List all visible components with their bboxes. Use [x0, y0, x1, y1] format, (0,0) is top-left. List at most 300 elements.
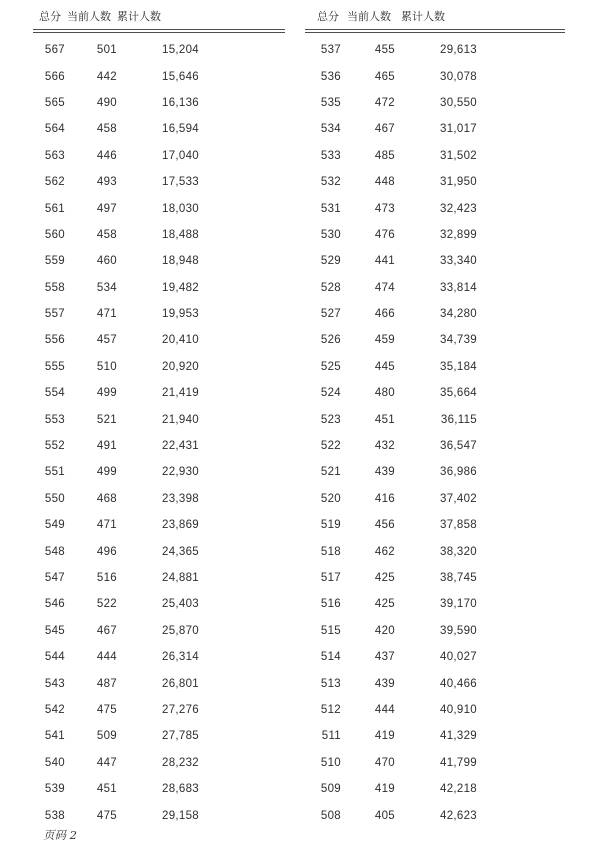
cell-current-count: 448: [374, 176, 395, 189]
cell-cumulative-count: 31,017: [440, 123, 477, 136]
filler-cell: [199, 143, 285, 169]
cell-total-score: 535: [320, 96, 341, 109]
cell-total-score: 546: [44, 598, 65, 611]
cell-cumulative-count: 16,594: [162, 123, 199, 136]
cell-total-score: 559: [44, 255, 65, 268]
cell-current-count: 445: [374, 360, 395, 373]
filler-cell: [477, 618, 565, 644]
filler-cell: [199, 486, 285, 512]
cell-current-count: 501: [96, 44, 117, 57]
filler-cell: [199, 90, 285, 116]
table-body-right: [305, 31, 565, 829]
cell-current-count: 468: [96, 492, 117, 505]
filler-cell: [199, 776, 285, 802]
cell-total-score: 510: [320, 756, 341, 769]
cell-total-score: 538: [44, 809, 65, 822]
table-row: [305, 327, 565, 353]
cell-cumulative-count: 18,948: [162, 255, 199, 268]
cell-total-score: 508: [320, 809, 341, 822]
filler-cell: [477, 116, 565, 142]
table-row: [305, 275, 565, 301]
filler-cell: [477, 222, 565, 248]
table-row: [305, 750, 565, 776]
filler-cell: [477, 90, 565, 116]
table-row: [33, 433, 285, 459]
cell-current-count: 456: [374, 519, 395, 532]
table-row: [33, 222, 285, 248]
cell-current-count: 459: [374, 334, 395, 347]
cell-cumulative-count: 34,739: [440, 334, 477, 347]
cell-cumulative-count: 38,745: [440, 572, 477, 584]
cell-cumulative-count: 32,899: [440, 228, 477, 241]
table-row: [305, 195, 565, 221]
cell-total-score: 566: [44, 70, 65, 83]
cell-current-count: 425: [374, 572, 395, 584]
cell-total-score: 545: [44, 624, 65, 637]
filler-cell: [477, 327, 565, 353]
cell-current-count: 521: [96, 413, 117, 426]
table-row: [305, 486, 565, 512]
filler-cell: [477, 63, 565, 89]
cell-current-count: 405: [374, 809, 395, 822]
table-row: [305, 723, 565, 749]
cell-total-score: 565: [44, 96, 65, 109]
cell-current-count: 420: [374, 624, 395, 637]
filler-cell: [477, 723, 565, 749]
cell-total-score: 553: [44, 413, 65, 426]
table-row: [33, 248, 285, 274]
header-cumulative-count: 累计人数: [117, 8, 199, 31]
filler-cell: [477, 802, 565, 828]
table-header-right: [305, 8, 565, 31]
cell-total-score: 537: [320, 44, 341, 57]
filler-cell: [477, 776, 565, 802]
cell-current-count: 441: [374, 255, 395, 268]
cell-total-score: 516: [320, 598, 341, 611]
cell-total-score: 523: [320, 413, 341, 426]
score-distribution-table-left: [33, 8, 285, 829]
table-row: [33, 538, 285, 564]
filler-cell: [199, 512, 285, 538]
filler-cell: [199, 248, 285, 274]
table-row: [33, 275, 285, 301]
table-row: [305, 406, 565, 432]
table-row: [33, 31, 285, 63]
header-total-score: 总分: [33, 8, 65, 31]
cell-total-score: 515: [320, 624, 341, 637]
filler-cell: [477, 591, 565, 617]
table-row: [33, 697, 285, 723]
cell-current-count: 510: [96, 360, 117, 373]
cell-current-count: 473: [374, 202, 395, 215]
cell-current-count: 444: [374, 703, 395, 716]
cell-current-count: 491: [96, 440, 117, 453]
header-filler: [199, 8, 285, 31]
cell-total-score: 547: [44, 572, 65, 584]
cell-current-count: 442: [96, 70, 117, 83]
cell-cumulative-count: 30,550: [440, 96, 477, 109]
filler-cell: [199, 802, 285, 828]
cell-current-count: 474: [374, 281, 395, 294]
cell-current-count: 437: [374, 651, 395, 664]
filler-cell: [477, 169, 565, 195]
cell-cumulative-count: 27,276: [162, 703, 199, 716]
cell-cumulative-count: 26,801: [162, 677, 199, 690]
cell-current-count: 516: [96, 572, 117, 584]
cell-cumulative-count: 29,158: [162, 809, 199, 822]
table-row: [305, 248, 565, 274]
filler-cell: [199, 116, 285, 142]
cell-current-count: 460: [96, 255, 117, 268]
filler-cell: [477, 433, 565, 459]
filler-cell: [199, 433, 285, 459]
cell-current-count: 451: [96, 783, 117, 796]
filler-cell: [199, 301, 285, 327]
header-current-count: 当前人数: [65, 8, 117, 31]
cell-total-score: 550: [44, 492, 65, 505]
filler-cell: [199, 697, 285, 723]
header-cumulative-count: 累计人数: [395, 8, 477, 31]
table-row: [305, 776, 565, 802]
table-row: [33, 723, 285, 749]
table-row: [33, 459, 285, 485]
cell-cumulative-count: 19,953: [162, 308, 199, 321]
cell-cumulative-count: 20,920: [162, 360, 199, 373]
cell-total-score: 509: [320, 783, 341, 796]
cell-cumulative-count: 39,170: [440, 598, 477, 611]
cell-current-count: 472: [374, 96, 395, 109]
cell-current-count: 496: [96, 545, 117, 558]
cell-cumulative-count: 41,799: [440, 756, 477, 769]
cell-cumulative-count: 19,482: [162, 281, 199, 294]
cell-current-count: 476: [374, 228, 395, 241]
filler-cell: [477, 195, 565, 221]
cell-total-score: 561: [44, 202, 65, 215]
cell-total-score: 529: [320, 255, 341, 268]
cell-total-score: 528: [320, 281, 341, 294]
cell-cumulative-count: 22,930: [162, 466, 199, 479]
table-row: [33, 143, 285, 169]
cell-cumulative-count: 42,623: [440, 809, 477, 822]
cell-current-count: 432: [374, 440, 395, 453]
cell-current-count: 439: [374, 466, 395, 479]
cell-current-count: 475: [96, 703, 117, 716]
cell-current-count: 509: [96, 730, 117, 743]
cell-current-count: 493: [96, 176, 117, 189]
cell-total-score: 513: [320, 677, 341, 690]
cell-cumulative-count: 31,950: [440, 176, 477, 189]
filler-cell: [477, 248, 565, 274]
filler-cell: [477, 31, 565, 63]
filler-cell: [477, 459, 565, 485]
table-header-left: [33, 8, 285, 31]
cell-cumulative-count: 40,466: [440, 677, 477, 690]
cell-cumulative-count: 33,814: [440, 281, 477, 294]
cell-current-count: 534: [96, 281, 117, 294]
cell-total-score: 524: [320, 387, 341, 400]
table-row: [33, 116, 285, 142]
cell-total-score: 536: [320, 70, 341, 83]
cell-total-score: 534: [320, 123, 341, 136]
table-row: [33, 169, 285, 195]
cell-cumulative-count: 33,340: [440, 255, 477, 268]
cell-current-count: 480: [374, 387, 395, 400]
table-row: [305, 618, 565, 644]
cell-current-count: 444: [96, 651, 117, 664]
cell-cumulative-count: 23,398: [162, 492, 199, 505]
filler-cell: [199, 459, 285, 485]
cell-total-score: 556: [44, 334, 65, 347]
cell-current-count: 462: [374, 545, 395, 558]
filler-cell: [199, 591, 285, 617]
table-row: [305, 143, 565, 169]
cell-cumulative-count: 28,232: [162, 756, 199, 769]
cell-total-score: 522: [320, 440, 341, 453]
filler-cell: [199, 354, 285, 380]
cell-total-score: 558: [44, 281, 65, 294]
cell-total-score: 526: [320, 334, 341, 347]
cell-current-count: 419: [374, 730, 395, 743]
filler-cell: [477, 697, 565, 723]
table-row: [305, 459, 565, 485]
cell-cumulative-count: 30,078: [440, 70, 477, 83]
cell-cumulative-count: 41,329: [440, 730, 477, 743]
filler-cell: [477, 750, 565, 776]
cell-cumulative-count: 18,488: [162, 228, 199, 241]
filler-cell: [477, 565, 565, 591]
cell-cumulative-count: 20,410: [162, 334, 199, 347]
cell-total-score: 557: [44, 308, 65, 321]
header-row: [33, 8, 285, 31]
filler-cell: [477, 275, 565, 301]
cell-cumulative-count: 36,115: [440, 413, 477, 426]
cell-current-count: 499: [96, 466, 117, 479]
cell-cumulative-count: 26,314: [162, 651, 199, 664]
filler-cell: [477, 301, 565, 327]
cell-total-score: 564: [44, 123, 65, 136]
table-row: [305, 538, 565, 564]
cell-cumulative-count: 37,402: [440, 492, 477, 505]
table-row: [305, 433, 565, 459]
table-row: [305, 116, 565, 142]
filler-cell: [477, 354, 565, 380]
table-row: [305, 169, 565, 195]
filler-cell: [199, 195, 285, 221]
cell-current-count: 439: [374, 677, 395, 690]
cell-total-score: 562: [44, 176, 65, 189]
cell-current-count: 487: [96, 677, 117, 690]
filler-cell: [199, 31, 285, 63]
filler-cell: [199, 406, 285, 432]
cell-current-count: 466: [374, 308, 395, 321]
cell-total-score: 521: [320, 466, 341, 479]
cell-total-score: 518: [320, 545, 341, 558]
cell-current-count: 497: [96, 202, 117, 215]
cell-total-score: 519: [320, 519, 341, 532]
filler-cell: [477, 486, 565, 512]
cell-current-count: 458: [96, 228, 117, 241]
cell-total-score: 560: [44, 228, 65, 241]
cell-current-count: 455: [374, 44, 395, 57]
filler-cell: [477, 644, 565, 670]
table-row: [33, 802, 285, 828]
cell-cumulative-count: 32,423: [440, 202, 477, 215]
filler-cell: [199, 222, 285, 248]
table-row: [305, 697, 565, 723]
table-row: [33, 512, 285, 538]
table-row: [33, 750, 285, 776]
cell-cumulative-count: 21,940: [162, 413, 199, 426]
cell-total-score: 554: [44, 387, 65, 400]
cell-total-score: 517: [320, 572, 341, 584]
header-current-count: 当前人数: [341, 8, 395, 31]
table-row: [33, 406, 285, 432]
table-row: [33, 776, 285, 802]
cell-total-score: 539: [44, 783, 65, 796]
table-row: [305, 301, 565, 327]
cell-total-score: 567: [44, 44, 65, 57]
table-row: [33, 644, 285, 670]
cell-cumulative-count: 37,858: [440, 519, 477, 532]
cell-cumulative-count: 18,030: [162, 202, 199, 215]
cell-current-count: 458: [96, 123, 117, 136]
cell-total-score: 520: [320, 492, 341, 505]
cell-total-score: 527: [320, 308, 341, 321]
table-row: [33, 670, 285, 696]
filler-cell: [199, 380, 285, 406]
filler-cell: [477, 143, 565, 169]
filler-cell: [199, 618, 285, 644]
cell-current-count: 416: [374, 492, 395, 505]
cell-total-score: 512: [320, 703, 341, 716]
table-row: [305, 802, 565, 828]
filler-cell: [199, 750, 285, 776]
cell-total-score: 530: [320, 228, 341, 241]
cell-cumulative-count: 35,184: [440, 360, 477, 373]
table-row: [33, 486, 285, 512]
cell-cumulative-count: 24,881: [162, 572, 199, 584]
cell-cumulative-count: 16,136: [162, 96, 199, 109]
cell-total-score: 533: [320, 149, 341, 162]
filler-cell: [477, 406, 565, 432]
cell-total-score: 531: [320, 202, 341, 215]
cell-total-score: 540: [44, 756, 65, 769]
filler-cell: [199, 565, 285, 591]
cell-current-count: 465: [374, 70, 395, 83]
table-row: [33, 301, 285, 327]
cell-cumulative-count: 38,320: [440, 545, 477, 558]
cell-cumulative-count: 28,683: [162, 783, 199, 796]
cell-total-score: 542: [44, 703, 65, 716]
cell-cumulative-count: 36,986: [440, 466, 477, 479]
cell-cumulative-count: 17,040: [162, 149, 199, 162]
cell-total-score: 551: [44, 466, 65, 479]
cell-cumulative-count: 15,646: [162, 70, 199, 83]
cell-total-score: 514: [320, 651, 341, 664]
table-row: [33, 63, 285, 89]
filler-cell: [199, 275, 285, 301]
header-filler: [477, 8, 565, 31]
cell-current-count: 467: [374, 123, 395, 136]
cell-cumulative-count: 29,613: [440, 44, 477, 57]
cell-current-count: 451: [374, 413, 395, 426]
cell-current-count: 471: [96, 308, 117, 321]
filler-cell: [199, 538, 285, 564]
header-total-score: 总分: [305, 8, 341, 31]
table-row: [33, 90, 285, 116]
table-row: [33, 195, 285, 221]
cell-total-score: 552: [44, 440, 65, 453]
cell-total-score: 532: [320, 176, 341, 189]
filler-cell: [199, 644, 285, 670]
cell-cumulative-count: 23,869: [162, 519, 199, 532]
cell-cumulative-count: 25,870: [162, 624, 199, 637]
cell-cumulative-count: 22,431: [162, 440, 199, 453]
table-row: [33, 327, 285, 353]
cell-total-score: 525: [320, 360, 341, 373]
score-table-right: [305, 8, 565, 829]
cell-total-score: 548: [44, 545, 65, 558]
filler-cell: [199, 169, 285, 195]
cell-current-count: 467: [96, 624, 117, 637]
table-row: [305, 31, 565, 63]
table-row: [305, 591, 565, 617]
cell-cumulative-count: 24,365: [162, 545, 199, 558]
table-row: [305, 63, 565, 89]
cell-cumulative-count: 31,502: [440, 149, 477, 162]
cell-cumulative-count: 39,590: [440, 624, 477, 637]
table-row: [33, 354, 285, 380]
cell-cumulative-count: 42,218: [440, 783, 477, 796]
cell-current-count: 475: [96, 809, 117, 822]
cell-total-score: 555: [44, 360, 65, 373]
score-table-left: [33, 8, 285, 829]
header-row: [305, 8, 565, 31]
table-row: [33, 591, 285, 617]
cell-total-score: 511: [321, 730, 341, 743]
cell-cumulative-count: 27,785: [162, 730, 199, 743]
cell-cumulative-count: 34,280: [440, 308, 477, 321]
filler-cell: [199, 723, 285, 749]
cell-cumulative-count: 15,204: [162, 44, 199, 57]
table-row: [305, 222, 565, 248]
cell-current-count: 425: [374, 598, 395, 611]
table-row: [305, 565, 565, 591]
cell-current-count: 419: [374, 783, 395, 796]
cell-current-count: 522: [96, 598, 117, 611]
cell-cumulative-count: 17,533: [162, 176, 199, 189]
cell-cumulative-count: 36,547: [440, 440, 477, 453]
table-row: [305, 90, 565, 116]
table-row: [33, 618, 285, 644]
cell-current-count: 447: [96, 756, 117, 769]
table-row: [305, 670, 565, 696]
table-row: [33, 380, 285, 406]
cell-current-count: 470: [374, 756, 395, 769]
cell-cumulative-count: 40,910: [440, 703, 477, 716]
filler-cell: [199, 327, 285, 353]
cell-total-score: 543: [44, 677, 65, 690]
table-row: [305, 644, 565, 670]
filler-cell: [199, 63, 285, 89]
cell-total-score: 549: [44, 519, 65, 532]
cell-cumulative-count: 35,664: [440, 387, 477, 400]
cell-cumulative-count: 25,403: [162, 598, 199, 611]
cell-cumulative-count: 21,419: [162, 387, 199, 400]
filler-cell: [477, 670, 565, 696]
cell-total-score: 544: [44, 651, 65, 664]
cell-current-count: 446: [96, 149, 117, 162]
